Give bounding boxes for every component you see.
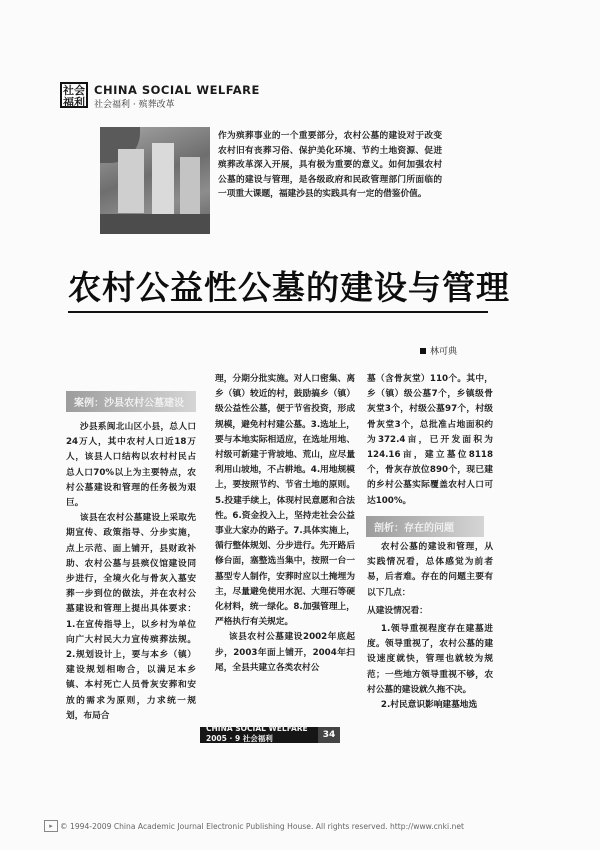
paragraph: 理，分期分批实施。对人口密集、离乡（镇）较近的村，鼓励搞乡（镇）级公益性公墓，便于节省投资，形成规模，避免村村建公墓。3.选址上，要与本地实际相适应，在选址用地、村级可新建于背坡地、荒山，应尽量利用山坡地，不占耕地。4.用地规模上，要按照节约、节省土地的原则。5.投建手续上，体现村民意愿和合法性。6.资金投入上，坚持走社会公益事业大家办的路子。7.具体实施上，循行整体规划、分步进行。先开路后修台面，塞整选当集中，按照一台一墓型专人制作，安葬时应以土掩埋为主，尽量避免使用水泥、大理石等硬化材料，统一绿化。8.加强管理上，严格执行有关规定。 xyxy=(215,374,355,628)
column-name: 社会福利 · 殡葬改革 xyxy=(94,100,175,110)
paragraph: 1.领导重视程度存在建墓进度。领导重视了，农村公墓的建设速度就快，管理也就较为规范；一些地方领导重视不够，农村公墓的建设就久拖不决。 xyxy=(367,624,493,695)
author-byline xyxy=(420,344,457,357)
title-rule xyxy=(68,311,488,313)
magazine-logo: 社会福利 xyxy=(60,82,88,108)
article-title: 农村公益性公墓的建设与管理 xyxy=(68,268,510,307)
paragraph: 该县农村公墓建设2002年底起步，2003年面上铺开，2004年扫尾，全县共建立各类农村公 xyxy=(215,632,355,673)
paragraph: 墓（含骨灰堂）110个。其中，乡（镇）级公墓7个，乡镇级骨灰堂3个，村级公墓97个，村级骨灰堂3个，总批准占地面积约为372.4亩，已开发面积为124.16亩，建立墓位8118个，骨灰存放位890个，现已建的乡村公墓实际覆盖农村人口可达100%。 xyxy=(367,374,493,506)
copyright-notice: © 1994-2009 China Academic Journal Electronic Publishing House. All rights reserved. http://www.cnki.net xyxy=(60,822,464,831)
bullet-square-icon xyxy=(420,348,426,354)
column-3-top xyxy=(367,372,493,509)
cnki-icon: ▸ xyxy=(44,820,58,832)
column-2 xyxy=(215,372,355,676)
column-3-bottom xyxy=(367,540,493,713)
section-header-case: 案例：沙县农村公墓建设 xyxy=(66,391,196,412)
cemetery-photo xyxy=(100,127,210,234)
masthead xyxy=(60,82,260,112)
column-1 xyxy=(66,420,196,724)
section-header-analysis: 剖析：存在的问题 xyxy=(366,516,484,537)
paragraph: 农村公墓的建设和管理，从实践情况看，总体感觉为前者易，后者难。存在的问题主要有以下几点： xyxy=(367,542,493,598)
paragraph: 2.村民意识影响建墓地选 xyxy=(380,700,478,711)
intro-paragraph: 作为殡葬事业的一个重要部分，农村公墓的建设对于改变农村旧有丧葬习俗、保护美化环境、节约土地资源、促进殡葬改革深入开展，具有极为重要的意义。如何加强农村公墓的建设与管理，是各级政府和民政管理部门所面临的一项重大课题，福建沙县的实践具有一定的借鉴价值。 xyxy=(218,131,442,200)
subheading: 从建设情况看： xyxy=(367,605,428,616)
footer-issue: 2005 · 9 社会福利 xyxy=(206,734,273,743)
paragraph: 该县在农村公墓建设上采取先期宣传、政策指导、分步实施，点上示范、面上铺开，县财政补助、农村公墓与县殡仪馆建设同步进行，全境火化与骨灰入墓安葬一步到位的做法，并在农村公墓建设和管理上提出具体要求：1.在宣传指导上，以乡村为单位向广大村民大力宣传殡葬法规。2.规划设计上，要与本乡（镇）建设规划相吻合，以满足本乡镇、本村死亡人员骨灰安葬和安放的需求为原则，力求统一规划，布局合 xyxy=(66,513,196,721)
page-number: 34 xyxy=(318,727,340,743)
author-name: 林可典 xyxy=(430,347,458,357)
magazine-name: CHINA SOCIAL WELFARE xyxy=(94,83,260,97)
paragraph: 沙县系闽北山区小县，总人口24万人，其中农村人口近18万人，该县人口结构以农村村民占总人口70%以上为主要特点，农村公墓建设和管理的任务极为艰巨。 xyxy=(66,422,196,509)
footer-magazine-name: CHINA SOCIAL WELFARE xyxy=(206,724,308,733)
